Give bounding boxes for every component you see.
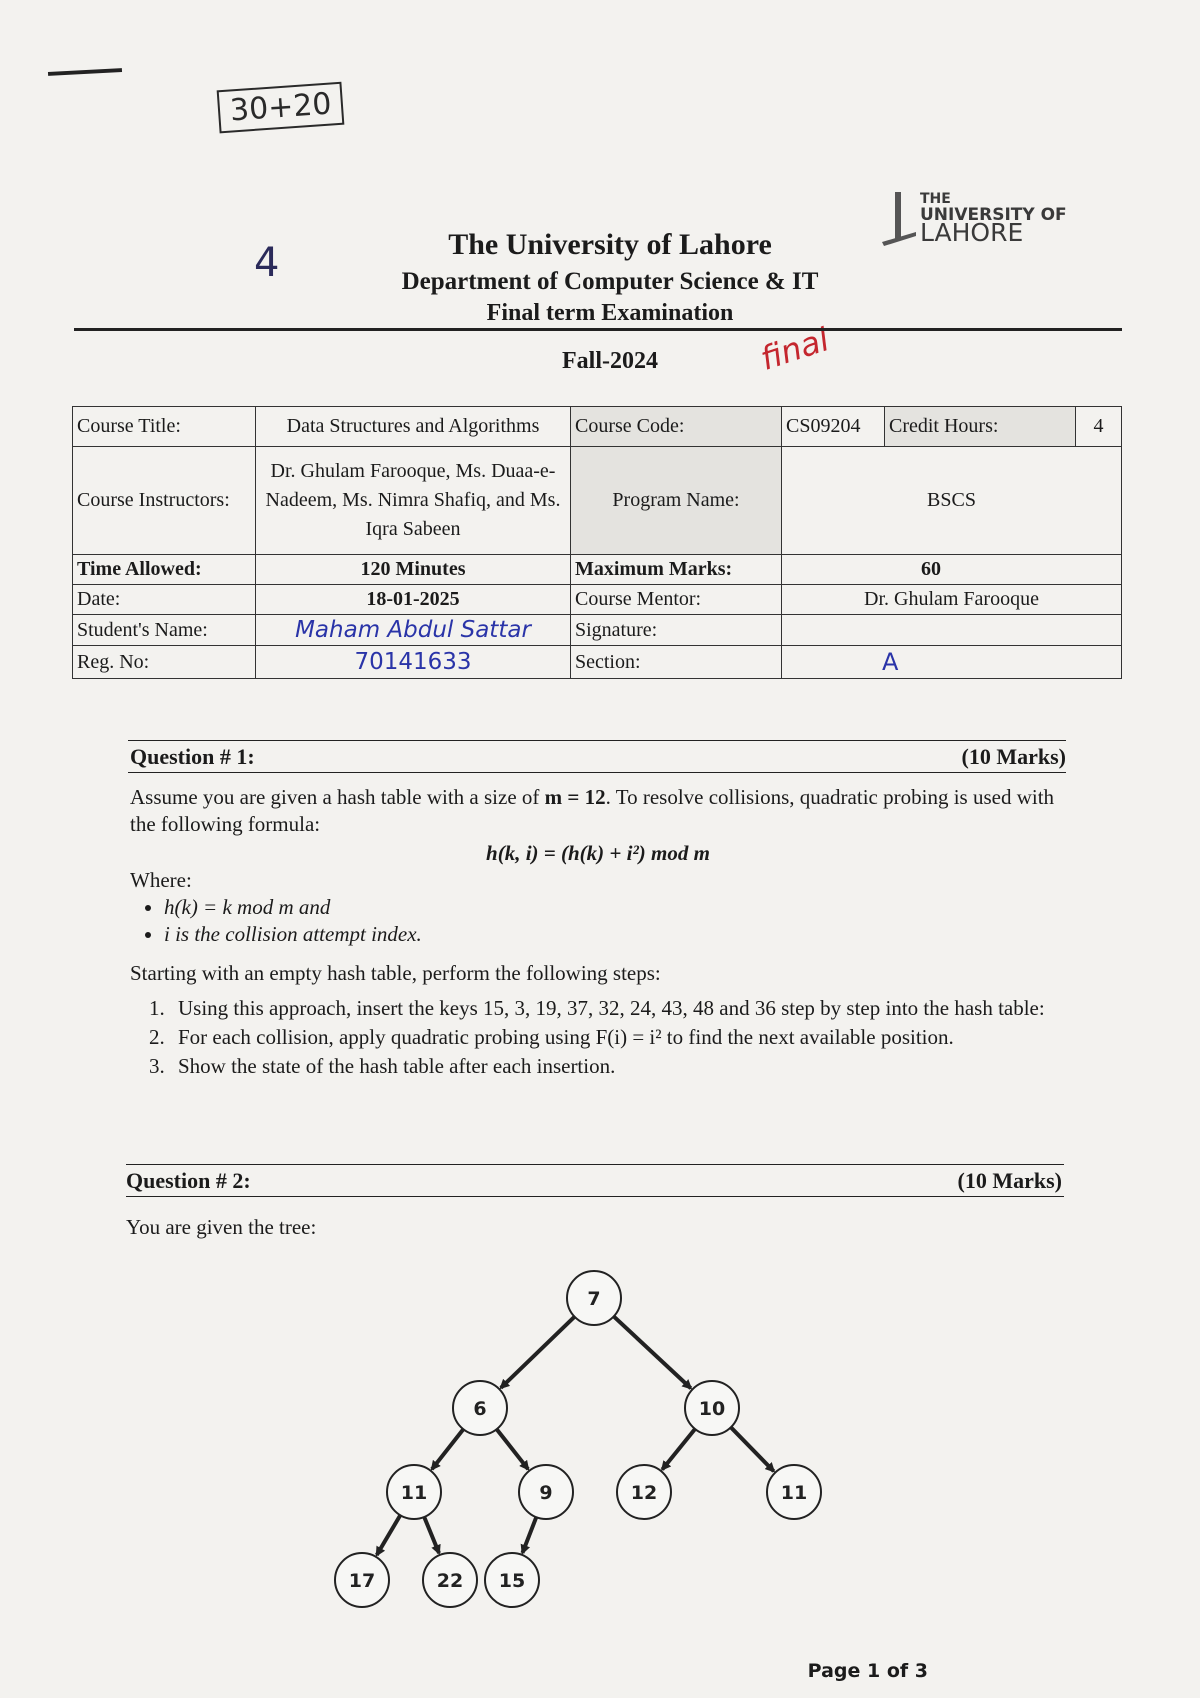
q1-step: 2. For each collision, apply quadratic probing using F(i) = i² to find the next available position. bbox=[170, 1024, 1066, 1051]
tree-edge bbox=[497, 1429, 528, 1469]
tree-node-label: 11 bbox=[400, 1482, 428, 1504]
credit-hours-label: Credit Hours: bbox=[885, 407, 1076, 447]
max-marks-label: Maximum Marks: bbox=[571, 555, 782, 585]
student-name-value: Maham Abdul Sattar bbox=[256, 615, 571, 646]
tree-node-label: 17 bbox=[348, 1570, 376, 1592]
header-rule bbox=[74, 328, 1122, 331]
signature-value bbox=[782, 615, 1122, 646]
program-value: BSCS bbox=[782, 447, 1122, 555]
student-name-label: Student's Name: bbox=[73, 615, 256, 646]
term-title: Fall-2024 bbox=[562, 348, 658, 374]
q2-intro: You are given the tree: bbox=[126, 1215, 317, 1239]
q2-marks: (10 Marks) bbox=[957, 1168, 1062, 1193]
tree-node-label: 12 bbox=[630, 1482, 658, 1504]
reg-no-label: Reg. No: bbox=[73, 646, 256, 679]
tree-node-label: 6 bbox=[473, 1398, 487, 1420]
instructors-value: Dr. Ghulam Farooque, Ms. Duaa-e-Nadeem, Ms. Nimra Shafiq, and Ms. Iqra Sabeen bbox=[256, 447, 571, 555]
q1-steps bbox=[130, 995, 1066, 1080]
tree-edge bbox=[614, 1316, 691, 1388]
q1-where-item: • i is the collision attempt index. bbox=[164, 921, 1066, 948]
tree-edge bbox=[424, 1517, 439, 1553]
binary-tree-diagram bbox=[300, 1250, 860, 1610]
time-allowed-value: 120 Minutes bbox=[256, 555, 571, 585]
q2-title: Question # 2: bbox=[126, 1168, 251, 1193]
tree-edge bbox=[662, 1429, 695, 1469]
q1-bottom-rule bbox=[128, 772, 1066, 773]
mentor-label: Course Mentor: bbox=[571, 585, 782, 615]
q1-marks: (10 Marks) bbox=[961, 744, 1066, 769]
q1-table-size: m = 12 bbox=[544, 785, 606, 809]
tree-edge bbox=[432, 1429, 463, 1469]
tree-node-label: 10 bbox=[698, 1398, 726, 1420]
marks-box-annotation: 30+20 bbox=[217, 82, 345, 134]
q1-where-item: • h(k) = k mod m and bbox=[164, 894, 1066, 921]
exam-info-table bbox=[72, 406, 1122, 679]
tree-node-label: 22 bbox=[436, 1570, 464, 1592]
date-label: Date: bbox=[73, 585, 256, 615]
tree-node-label: 15 bbox=[498, 1570, 526, 1592]
instructors-label: Course Instructors: bbox=[73, 447, 256, 555]
signature-label: Signature: bbox=[571, 615, 782, 646]
university-title: The University of Lahore bbox=[448, 228, 772, 261]
mentor-value: Dr. Ghulam Farooque bbox=[782, 585, 1122, 615]
q1-top-rule bbox=[128, 740, 1066, 741]
q2-bottom-rule bbox=[126, 1196, 1064, 1197]
q2-top-rule bbox=[126, 1164, 1064, 1165]
final-note-annotation: final bbox=[755, 320, 834, 378]
q1-where: Where: bbox=[130, 868, 192, 892]
page-number: Page 1 of 3 bbox=[807, 1660, 928, 1682]
course-title-value: Data Structures and Algorithms bbox=[256, 407, 571, 447]
logo-line-3: LAHORE bbox=[920, 218, 1024, 247]
paper-number-annotation: 4 bbox=[254, 240, 280, 286]
q1-body bbox=[130, 784, 1066, 1082]
q1-step: 1. Using this approach, insert the keys 15, 3, 19, 37, 32, 24, 43, 48 and 36 step by step into the hash table: bbox=[170, 995, 1066, 1022]
section-label: Section: bbox=[571, 646, 782, 679]
q1-title: Question # 1: bbox=[130, 744, 255, 769]
credit-hours-value: 4 bbox=[1076, 407, 1122, 447]
section-value: A bbox=[782, 646, 1122, 679]
tree-edge bbox=[731, 1427, 774, 1471]
tree-node-label: 11 bbox=[780, 1482, 808, 1504]
top-left-pen-stroke bbox=[48, 68, 122, 76]
q1-step: 3. Show the state of the hash table after each insertion. bbox=[170, 1053, 1066, 1080]
tree-node-label: 7 bbox=[587, 1288, 601, 1310]
tree-node-label: 9 bbox=[539, 1482, 553, 1504]
course-title-label: Course Title: bbox=[73, 407, 256, 447]
department-title: Department of Computer Science & IT bbox=[401, 268, 819, 295]
q1-formula: h(k, i) = (h(k) + i²) mod m bbox=[486, 841, 710, 865]
tree-edge bbox=[501, 1317, 575, 1388]
exam-title: Final term Examination bbox=[486, 300, 734, 326]
logo-line-1: THE bbox=[920, 191, 951, 207]
reg-no-value: 70141633 bbox=[256, 646, 571, 679]
course-code-value: CS09204 bbox=[782, 407, 885, 447]
time-allowed-label: Time Allowed: bbox=[73, 555, 256, 585]
course-code-label: Course Code: bbox=[571, 407, 782, 447]
q1-intro: Assume you are given a hash table with a size of m = 12. To resolve collisions, quadratic probing is used with the following formula: bbox=[130, 785, 1055, 836]
q1-start: Starting with an empty hash table, perform the following steps: bbox=[130, 961, 661, 985]
q1-where-list bbox=[130, 894, 1066, 948]
tree-edge bbox=[522, 1517, 536, 1553]
logo-line-2: UNIVERSITY OF bbox=[920, 205, 1067, 225]
date-value: 18-01-2025 bbox=[256, 585, 571, 615]
program-label: Program Name: bbox=[571, 447, 782, 555]
max-marks-value: 60 bbox=[782, 555, 1122, 585]
tree-edge bbox=[377, 1515, 401, 1555]
